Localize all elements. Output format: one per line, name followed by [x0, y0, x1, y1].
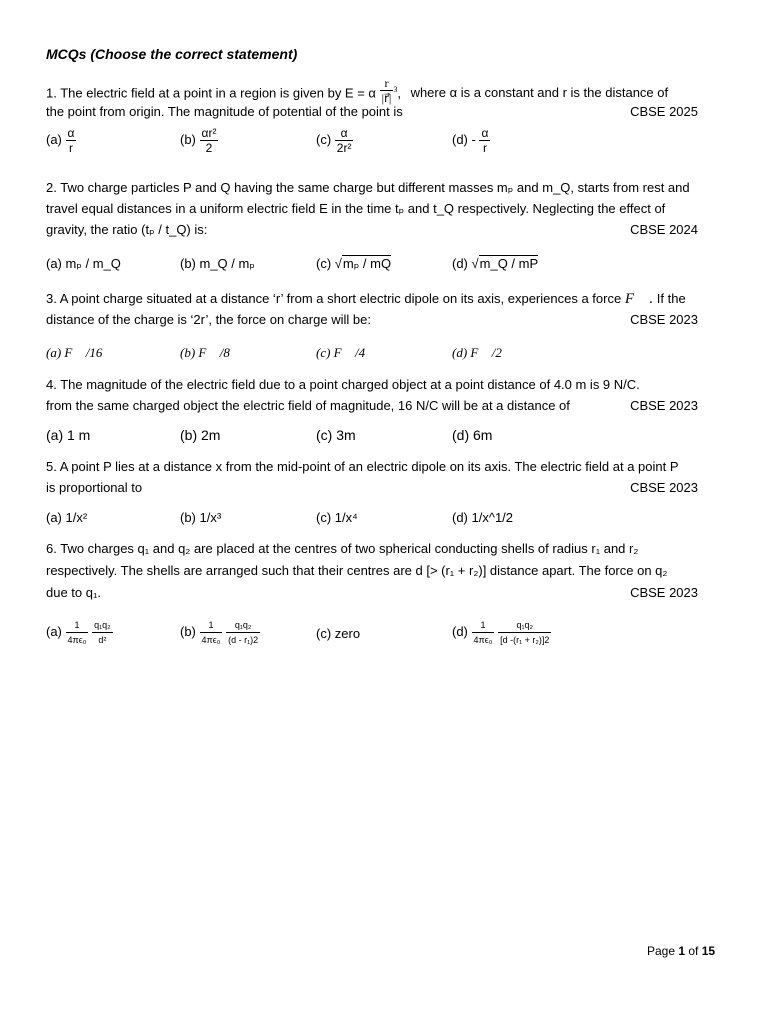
q1-option-c[interactable] — [316, 126, 353, 155]
q5-option-b[interactable]: (b) 1/x³ — [180, 510, 222, 525]
q1-option-d-frac — [479, 126, 490, 155]
q2-line-2: travel equal distances in a uniform electric field E in the time tₚ and t_Q respectively. Neglecting the effect of — [46, 201, 666, 216]
q6-option-a-k-den: 4πϵ₀ — [67, 635, 87, 645]
q1-option-c-frac — [335, 126, 354, 155]
q4-option-b[interactable]: (b) 2m — [180, 427, 221, 443]
q1-option-a-den: r — [68, 141, 73, 155]
q6-option-a-k — [66, 618, 89, 647]
q6-option-d-k-den: 4πϵ₀ — [473, 635, 493, 645]
q2-line-3: gravity, the ratio (tₚ / t_Q) is: — [46, 222, 208, 237]
q1-option-a-label: (a) — [46, 131, 62, 147]
q3-line-1-tail: If the — [656, 291, 686, 306]
q3-option-c[interactable]: (c) F⃗ /4 — [316, 345, 366, 360]
q6-option-d-den: [d -(r₁ + r₂)]2 — [500, 635, 550, 645]
question-5 — [46, 456, 698, 498]
q1-formula-comma: , — [397, 85, 401, 101]
q6-option-b-label: (b) — [180, 623, 196, 639]
q6-source-tag: CBSE 2023 — [630, 585, 698, 600]
q1-formula-num: r — [380, 76, 394, 91]
q4-source-tag: CBSE 2023 — [630, 398, 698, 413]
q1-option-c-num: α — [335, 126, 354, 141]
q1-option-d-label: (d) - — [452, 131, 476, 147]
question-1 — [46, 76, 698, 122]
q6-option-d[interactable] — [452, 618, 551, 647]
q5-option-c[interactable]: (c) 1/x⁴ — [316, 510, 358, 525]
q6-option-b-k-num: 1 — [200, 618, 223, 633]
q1-option-c-den: 2r² — [336, 141, 352, 155]
q6-option-b[interactable] — [180, 618, 260, 647]
q6-option-c[interactable]: (c) zero — [316, 626, 361, 641]
q6-option-b-k — [200, 618, 223, 647]
q6-line-1: 6. Two charges q₁ and q₂ are placed at the centres of two spherical conducting shells of radius r₁ and r₂ — [46, 541, 639, 556]
q3-option-d[interactable]: (d) F⃗ /2 — [452, 345, 502, 360]
q6-option-d-label: (d) — [452, 623, 468, 639]
page-number-middle: of — [685, 944, 702, 958]
q5-options — [46, 510, 706, 538]
q6-option-a-den: d² — [98, 635, 107, 645]
q6-option-b-k-den: 4πϵ₀ — [201, 635, 221, 645]
q4-option-c[interactable]: (c) 3m — [316, 427, 356, 443]
q1-option-d[interactable] — [452, 126, 490, 155]
question-3 — [46, 288, 698, 330]
q4-line-1: 4. The magnitude of the electric field due to a point charged object at a point distance of 4.0 m is 9 N/C. — [46, 377, 640, 392]
q5-source-tag: CBSE 2023 — [630, 480, 698, 495]
q3-option-a[interactable]: (a) F⃗ /16 — [46, 345, 103, 360]
q2-source-tag: CBSE 2024 — [630, 222, 698, 237]
q1-option-b-num: αr² — [201, 126, 217, 140]
q2-option-d-label: (d) √ — [452, 256, 479, 271]
page-number-total: 15 — [701, 944, 716, 958]
q4-option-a[interactable]: (a) 1 m — [46, 427, 91, 443]
page-number-current: 1 — [678, 944, 686, 958]
q4-options — [46, 427, 706, 455]
q3-force-symbol: F⃗ . — [624, 291, 654, 307]
q1-formula-den: |r⃗| — [381, 91, 392, 106]
q2-option-d[interactable] — [452, 256, 538, 271]
q3-source-tag: CBSE 2023 — [630, 312, 698, 327]
q2-line-1: 2. Two charge particles P and Q having the same charge but different masses mₚ and m_Q, starts from rest and — [46, 180, 690, 195]
q6-option-d-frac — [498, 618, 551, 647]
q4-line-2: from the same charged object the electric field of magnitude, 16 N/C will be at a distance of — [46, 398, 570, 413]
q1-option-a-num: α — [67, 126, 75, 140]
q6-option-a-frac — [92, 618, 113, 647]
q1-source-tag: CBSE 2025 — [630, 104, 698, 119]
q6-option-a[interactable] — [46, 618, 113, 647]
q1-formula-pow: 3 — [393, 85, 398, 94]
q1-option-d-den: r — [482, 141, 487, 155]
q1-option-b-frac — [200, 126, 219, 155]
q2-option-b[interactable]: (b) m_Q / mₚ — [180, 256, 255, 271]
q6-option-a-label: (a) — [46, 623, 62, 639]
q1-options — [46, 126, 706, 166]
q6-line-3: due to q₁. — [46, 585, 101, 600]
q6-option-a-k-num: 1 — [66, 618, 89, 633]
q1-option-b-label: (b) — [180, 131, 196, 147]
q2-options — [46, 256, 706, 284]
q6-option-b-frac — [226, 618, 260, 647]
q1-option-d-num: α — [481, 126, 489, 140]
q1-option-a[interactable] — [46, 126, 76, 155]
q6-option-d-num: q₁q₂ — [498, 618, 551, 633]
q6-option-a-num: q₁q₂ — [92, 618, 113, 633]
section-heading: MCQs (Choose the correct statement) — [46, 46, 298, 62]
q3-line-2: distance of the charge is ‘2r’, the force on charge will be: — [46, 312, 371, 327]
q5-option-d[interactable]: (d) 1/x^1/2 — [452, 510, 514, 525]
q6-line-2: respectively. The shells are arranged such that their centres are d [> (r₁ + r₂)] distance apart. The force on q₂ — [46, 563, 668, 578]
q1-line-1-tail: where α is a constant and r is the distance of — [410, 85, 669, 101]
question-2 — [46, 177, 698, 240]
q1-line-2: the point from origin. The magnitude of potential of the point is — [46, 104, 403, 119]
q3-line-1: 3. A point charge situated at a distance ‘r’ from a short electric dipole on its axis, experiences a force — [46, 291, 622, 306]
q1-option-a-frac — [66, 126, 77, 155]
q6-options — [46, 614, 706, 660]
q3-option-b[interactable]: (b) F⃗ /8 — [180, 345, 230, 360]
q1-option-c-label: (c) — [316, 131, 332, 147]
q5-line-2: is proportional to — [46, 480, 143, 495]
q4-option-d[interactable]: (d) 6m — [452, 427, 493, 443]
q1-option-b[interactable] — [180, 126, 218, 155]
q6-option-d-k-num: 1 — [472, 618, 495, 633]
q6-option-b-num: q₁q₂ — [226, 618, 260, 633]
question-4 — [46, 374, 698, 416]
q1-option-b-den: 2 — [205, 141, 213, 155]
q6-option-d-k — [472, 618, 495, 647]
q5-line-1: 5. A point P lies at a distance x from the mid-point of an electric dipole on its axis. The electric field at a point P — [46, 459, 679, 474]
q2-option-c-label: (c) √ — [316, 256, 342, 271]
q2-option-d-radicand: m_Q / mP — [479, 256, 539, 271]
q2-option-c[interactable] — [316, 256, 391, 272]
q1-line-1: 1. The electric field at a point in a region is given by E = α — [46, 85, 376, 101]
page-number — [647, 944, 715, 958]
page-number-prefix: Page — [647, 944, 679, 958]
q2-option-c-radicand: mₚ / mQ — [342, 256, 392, 271]
q5-option-a[interactable]: (a) 1/x² — [46, 510, 88, 525]
q2-option-a[interactable]: (a) mₚ / m_Q — [46, 256, 121, 271]
question-6 — [46, 538, 698, 604]
q3-options — [46, 345, 706, 373]
q6-option-b-den: (d - r₁)2 — [228, 635, 259, 645]
